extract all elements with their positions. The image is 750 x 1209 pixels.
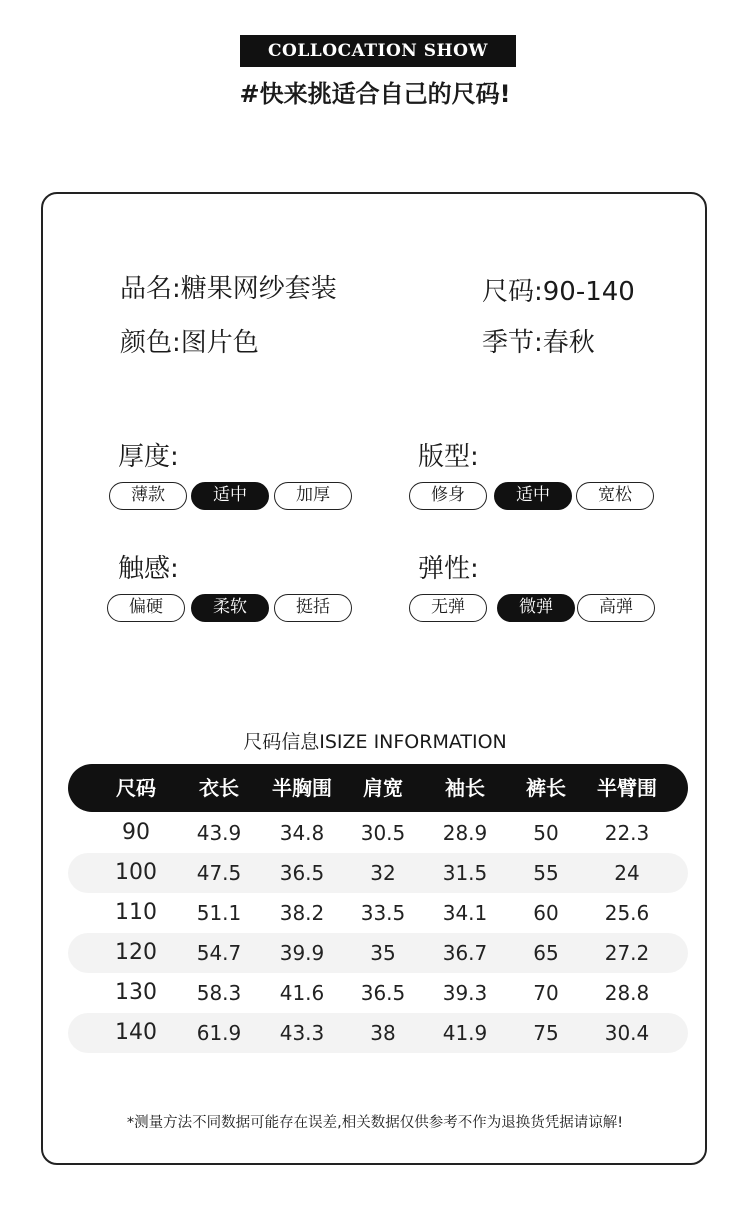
product-name: 品名:糖果网纱套装	[120, 274, 337, 304]
product-size-range: 尺码:90-140	[482, 277, 635, 307]
cell-pants-length: 65	[533, 941, 559, 965]
measurement-disclaimer: *测量方法不同数据可能存在误差,相关数据仅供参考不作为退换货凭据请谅解!	[126, 1115, 624, 1131]
table-row	[68, 933, 688, 973]
table-row	[68, 1013, 688, 1053]
cell-half-arm: 22.3	[604, 821, 650, 845]
cell-shoulder: 32	[370, 861, 396, 885]
product-season: 季节:春秋	[482, 328, 595, 358]
header-size: 尺码	[116, 776, 156, 800]
page-subtitle: #快来挑适合自己的尺码!	[239, 80, 511, 108]
cell-size: 110	[115, 900, 157, 925]
thickness-option-thick: 加厚	[274, 482, 352, 510]
cell-length: 47.5	[196, 861, 242, 885]
cell-half-chest: 41.6	[279, 981, 325, 1005]
cell-length: 61.9	[196, 1021, 242, 1045]
size-table-caption: 尺码信息ISIZE INFORMATION	[243, 731, 507, 753]
fit-option-slim: 修身	[409, 482, 487, 510]
feel-title: 触感:	[118, 554, 179, 584]
thickness-option-thin: 薄款	[109, 482, 187, 510]
cell-shoulder: 30.5	[360, 821, 406, 845]
fit-option-loose: 宽松	[576, 482, 654, 510]
cell-half-chest: 43.3	[279, 1021, 325, 1045]
collocation-show-banner: COLLOCATION SHOW	[240, 35, 516, 67]
elasticity-option-slight: 微弹	[497, 594, 575, 622]
cell-half-arm: 27.2	[604, 941, 650, 965]
cell-shoulder: 33.5	[360, 901, 406, 925]
cell-sleeve: 28.9	[442, 821, 488, 845]
header-half-chest: 半胸围	[272, 776, 332, 800]
fit-title: 版型:	[418, 442, 479, 472]
header-half-arm: 半臂围	[597, 776, 657, 800]
cell-half-arm: 28.8	[604, 981, 650, 1005]
cell-half-chest: 34.8	[279, 821, 325, 845]
feel-option-crisp: 挺括	[274, 594, 352, 622]
size-table-header	[68, 764, 688, 812]
cell-length: 58.3	[196, 981, 242, 1005]
thickness-option-medium: 适中	[191, 482, 269, 510]
feel-option-stiff: 偏硬	[107, 594, 185, 622]
cell-half-chest: 38.2	[279, 901, 325, 925]
cell-half-arm: 24	[614, 861, 640, 885]
cell-shoulder: 36.5	[360, 981, 406, 1005]
cell-shoulder: 38	[370, 1021, 396, 1045]
cell-sleeve: 41.9	[442, 1021, 488, 1045]
cell-half-arm: 30.4	[604, 1021, 650, 1045]
cell-pants-length: 60	[533, 901, 559, 925]
table-row	[68, 973, 688, 1013]
cell-sleeve: 36.7	[442, 941, 488, 965]
cell-sleeve: 31.5	[442, 861, 488, 885]
elasticity-title: 弹性:	[418, 554, 479, 584]
cell-size: 100	[115, 860, 157, 885]
cell-size: 130	[115, 980, 157, 1005]
header-shoulder: 肩宽	[363, 776, 403, 800]
cell-size: 90	[122, 820, 150, 845]
cell-shoulder: 35	[370, 941, 396, 965]
cell-sleeve: 34.1	[442, 901, 488, 925]
cell-half-arm: 25.6	[604, 901, 650, 925]
cell-half-chest: 36.5	[279, 861, 325, 885]
cell-pants-length: 70	[533, 981, 559, 1005]
fit-option-regular: 适中	[494, 482, 572, 510]
table-row	[68, 893, 688, 933]
cell-half-chest: 39.9	[279, 941, 325, 965]
cell-length: 54.7	[196, 941, 242, 965]
cell-pants-length: 50	[533, 821, 559, 845]
header-pants-length: 裤长	[526, 776, 566, 800]
cell-length: 51.1	[196, 901, 242, 925]
elasticity-option-high: 高弹	[577, 594, 655, 622]
header-length: 衣长	[199, 776, 239, 800]
elasticity-option-none: 无弹	[409, 594, 487, 622]
feel-option-soft: 柔软	[191, 594, 269, 622]
cell-pants-length: 75	[533, 1021, 559, 1045]
cell-sleeve: 39.3	[442, 981, 488, 1005]
table-row	[68, 853, 688, 893]
cell-pants-length: 55	[533, 861, 559, 885]
cell-size: 140	[115, 1020, 157, 1045]
product-color: 颜色:图片色	[120, 328, 259, 358]
thickness-title: 厚度:	[118, 442, 179, 472]
header-sleeve: 袖长	[445, 776, 485, 800]
cell-length: 43.9	[196, 821, 242, 845]
table-row	[68, 813, 688, 853]
cell-size: 120	[115, 940, 157, 965]
